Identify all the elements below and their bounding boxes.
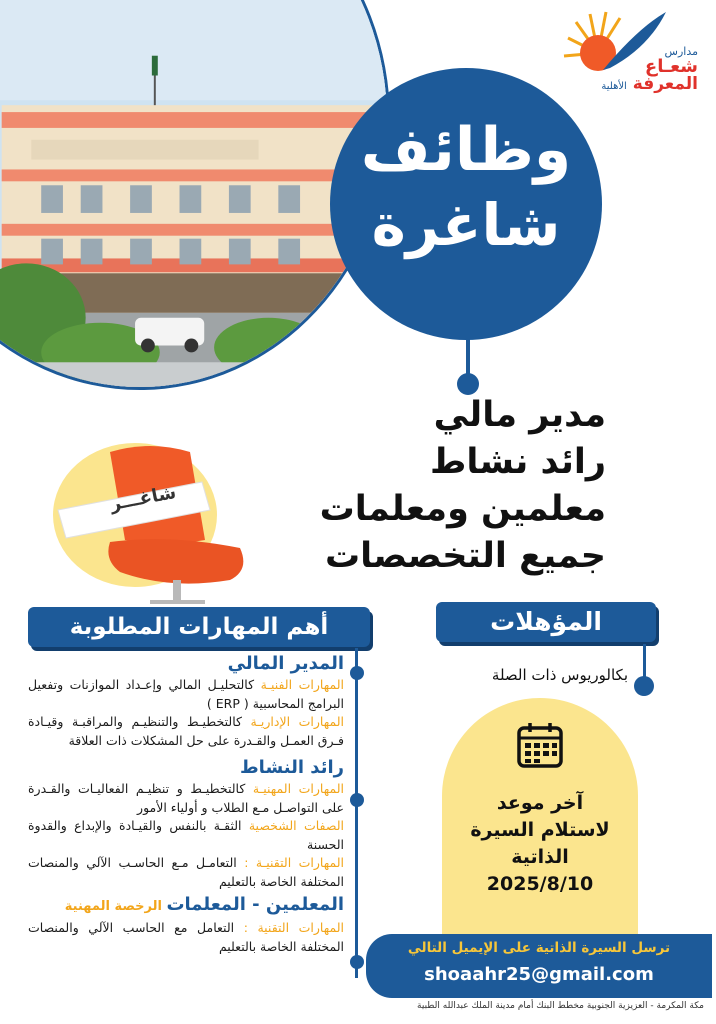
skill-text: كالتخطيـط و تنظيـم الفعاليـات والقـدرة على التواصـل مـع الطلاب و أولياء الأمور — [28, 781, 344, 815]
role-title-teachers — [28, 893, 344, 919]
job-title: رائد نشاط — [430, 442, 606, 482]
deadline-card — [442, 698, 638, 968]
skill-text: كالتخطيـط والتنظيـم والمراقبـة وقيـادة فـرق العمـل والقـدرة على حل المشكلات ذات العلاقة — [28, 714, 344, 748]
school-logo — [548, 8, 698, 128]
logo-name-line2 — [601, 76, 698, 94]
logo-name-line1: شعـاع — [644, 55, 698, 77]
chair-icon — [40, 430, 280, 610]
job-title: مدير مالي — [433, 395, 606, 435]
email-banner — [366, 934, 712, 998]
skill-paragraph — [28, 713, 344, 750]
skills-line — [355, 648, 358, 978]
role-title: المعلمين - المعلمات — [166, 894, 344, 915]
qualification-item: بكالوريوس ذات الصلة — [491, 666, 628, 684]
deadline-date: 2025/8/10 — [486, 873, 594, 895]
skill-label: الصفات الشخصية — [248, 818, 344, 833]
hero-title-line1: وظائف — [360, 115, 572, 185]
address-footer: مكة المكرمة - العزيزية الجنوبية مخطط البنك أمام مدينة الملك عبدالله الطبية — [417, 1001, 704, 1011]
role-dot — [350, 955, 364, 969]
skill-paragraph — [28, 854, 344, 891]
skill-paragraph — [28, 919, 344, 956]
skill-text: التعامل مع الحاسب الآلي والمنصات المختلفة الخاصة بالتعليم — [28, 920, 344, 954]
job-titles-list — [320, 392, 606, 580]
logo-suffix: الأهلية — [601, 81, 627, 93]
logo-name-word: المعرفة — [632, 74, 698, 95]
skills-header: أهم المهارات المطلوبة — [28, 607, 370, 647]
role-dot — [350, 666, 364, 680]
email-instruction: ترسل السيرة الذاتية على الإيميل التالي — [407, 940, 671, 956]
skill-text: التعامـل مـع الحاسـب الآلي والمنصات المختلفة الخاصة بالتعليم — [28, 855, 344, 889]
role-title: رائد النشاط — [239, 757, 344, 778]
job-title: جميع التخصصات — [324, 536, 606, 576]
role-title: المدير المالي — [227, 653, 344, 674]
hero-title-line2: شاغرة — [371, 191, 561, 259]
email-address[interactable]: shoaahr25@gmail.com — [424, 964, 654, 985]
qualifications-header: المؤهلات — [436, 602, 656, 642]
role-dot — [350, 793, 364, 807]
role-extra: الرخصة المهنية — [64, 899, 167, 914]
skill-label: المهارات التقنيـة : — [244, 855, 344, 870]
job-title: معلمين ومعلمات — [319, 489, 606, 529]
skill-paragraph — [28, 780, 344, 817]
skill-paragraph — [28, 676, 344, 713]
skill-paragraph — [28, 817, 344, 854]
qualifications-dot — [634, 676, 654, 696]
vacant-tag: شاغـــر — [108, 481, 178, 516]
skills-list — [28, 652, 344, 956]
skill-text: كالتحليـل المالي وإعـداد الموازنات وتفعيل البرامج المحاسبية ( ERP ) — [28, 677, 344, 711]
vacancies-badge — [330, 68, 602, 340]
skill-label: المهارات الفنيـة — [260, 677, 344, 692]
deadline-line2: لاستلام السيرة — [470, 819, 610, 841]
skill-label: المهارات المهنيـة — [252, 781, 344, 796]
logo-caption: مدارس — [664, 45, 698, 58]
skill-label: المهارات الإداريـة — [250, 714, 344, 729]
empty-chair-illustration — [40, 430, 280, 610]
skill-text: الثقـة بالنفس والقيـادة والإبداع والقدوة الحسنة — [28, 818, 344, 852]
calendar-icon — [515, 720, 565, 770]
skill-label: المهارات التقنية : — [243, 920, 344, 935]
deadline-line3: الذاتية — [511, 846, 569, 868]
deadline-line1: آخر موعد — [496, 792, 584, 814]
